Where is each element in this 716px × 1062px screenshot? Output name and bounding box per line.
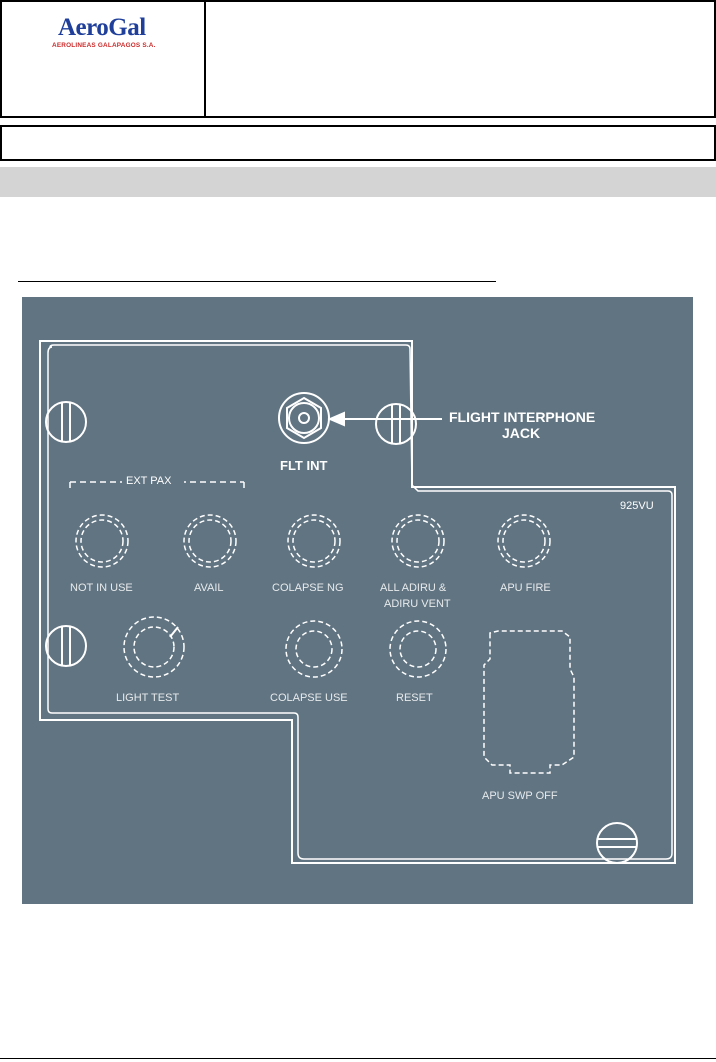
flight-interphone-jack-icon xyxy=(279,393,329,443)
panel-id: 925VU xyxy=(620,500,654,512)
apu-fire-light-icon xyxy=(498,515,550,567)
section-underline xyxy=(18,281,496,282)
mounting-screw-icon xyxy=(46,626,86,666)
avail-light-icon xyxy=(184,515,236,567)
jack-label: FLT INT xyxy=(280,458,328,473)
document-header xyxy=(0,0,716,118)
logo-cell xyxy=(2,2,206,116)
colapse-ng-light-ring xyxy=(293,520,335,562)
reset-label: RESET xyxy=(396,692,433,704)
adiru-label-line1: ALL ADIRU & xyxy=(380,582,447,594)
callout-line-2: JACK xyxy=(502,425,541,441)
adiru-label-line2: ADIRU VENT xyxy=(384,598,451,610)
callout-line-1: FLIGHT INTERPHONE xyxy=(449,409,596,425)
adiru-vent-light-icon xyxy=(392,515,444,567)
light-test-button-icon xyxy=(124,617,184,677)
light-test-label: LIGHT TEST xyxy=(116,692,180,704)
apu-fire-label: APU FIRE xyxy=(500,582,551,594)
mounting-screw-icon xyxy=(597,823,637,863)
adiru-vent-light-ring xyxy=(397,520,439,562)
aerogal-logo: AeroGal xyxy=(58,14,146,41)
colapse-ng-light-icon xyxy=(288,515,340,567)
colapse-use-light-icon xyxy=(286,621,342,677)
not-in-use-light-ring xyxy=(81,520,123,562)
apu-fire-light-ring xyxy=(503,520,545,562)
callout-arrow-icon xyxy=(330,413,442,425)
light-test-marker xyxy=(170,627,178,637)
colapse-use-label: COLAPSE USE xyxy=(270,692,348,704)
reset-button-ring xyxy=(400,631,436,667)
section-band xyxy=(0,167,716,197)
reset-button-icon xyxy=(390,621,446,677)
panel-drawing xyxy=(22,297,693,904)
mounting-screw-icon xyxy=(46,402,86,442)
light-test-button-ring xyxy=(134,627,174,667)
header-subtitle-bar xyxy=(0,125,716,161)
colapse-ng-label: COLAPSE NG xyxy=(272,582,344,594)
apu-switch-housing-icon xyxy=(484,631,574,773)
avail-label: AVAIL xyxy=(194,582,224,594)
colapse-use-light-ring xyxy=(296,631,332,667)
mounting-screw-icon xyxy=(376,404,416,444)
not-in-use-label: NOT IN USE xyxy=(70,582,133,594)
not-in-use-light-icon xyxy=(76,515,128,567)
avail-light-ring xyxy=(189,520,231,562)
overhead-panel-diagram xyxy=(22,297,693,904)
apu-switch-label: APU SWP OFF xyxy=(482,790,558,802)
ext-pax-label: EXT PAX xyxy=(126,475,172,487)
aerogal-logo-subtitle: AEROLINEAS GALAPAGOS S.A. xyxy=(52,42,156,49)
footer-rule xyxy=(0,1058,716,1059)
